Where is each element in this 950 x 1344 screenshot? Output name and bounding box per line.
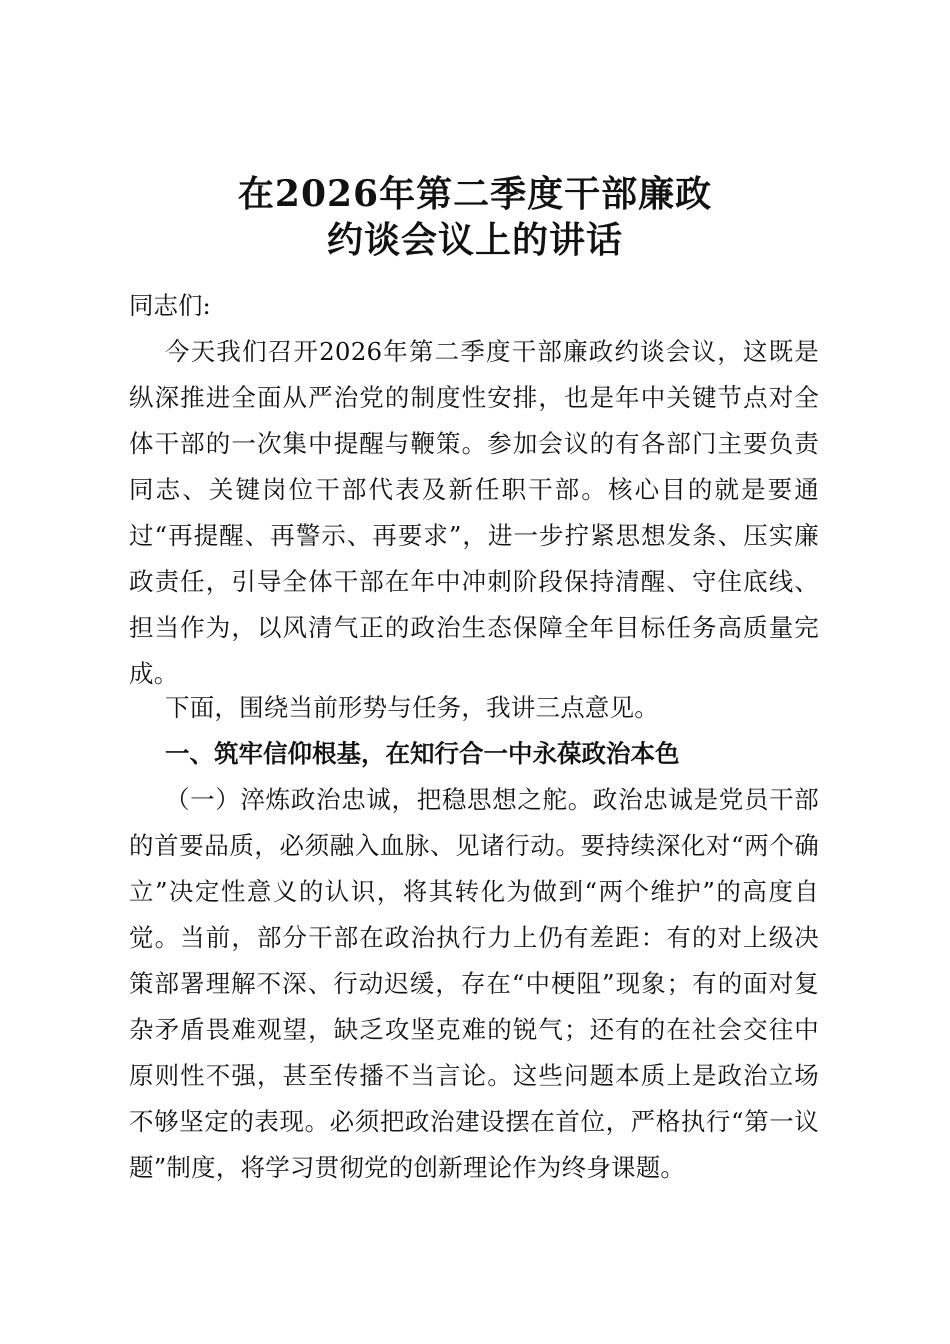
paragraph-intro: 今天我们召开2026年第二季度干部廉政约谈会议，这既是纵深推进全面从严治党的制度性安排，也是年中关键节点对全体干部的一次集中提醒与鞭策。参加会议的有各部门主要负责同志、关键岗位干部代表及新任职干部。核心目的就是要通过“再提醒、再警示、再要求”，进一步拧紧思想发条、压实廉政责任，引导全体干部在年中冲刺阶段保持清醒、守住底线、担当作为，以风清气正的政治生态保障全年目标任务高质量完成。 xyxy=(129,337,819,688)
document-title-line-1: 在2026年第二季度干部廉政 xyxy=(237,173,713,215)
salutation: 同志们: xyxy=(129,291,211,320)
paragraph-section-1-1: （一）淬炼政治忠诚，把稳思想之舵。政治忠诚是党员干部的首要品质，必须融入血脉、见诸行动。要持续深化对“两个确立”决定性意义的认识，将其转化为做到“两个维护”的高度自觉。当前，部分干部在政治执行力上仍有差距：有的对上级决策部署理解不深、行动迟缓，存在“中梗阻”现象；有的面对复杂矛盾畏难观望，缺乏攻坚克难的锐气；还有的在社会交往中原则性不强，甚至传播不当言论。这些问题本质上是政治立场不够坚定的表现。必须把政治建设摆在首位，严格执行“第一议题”制度，将学习贯彻党的创新理论作为终身课题。 xyxy=(129,785,819,1182)
section-heading-1: 一、筑牢信仰根基，在知行合一中永葆政治本色 xyxy=(165,739,680,768)
paragraph-outline: 下面，围绕当前形势与任务，我讲三点意见。 xyxy=(165,693,659,722)
document-title-line-2: 约谈会议上的讲话 xyxy=(326,219,623,261)
